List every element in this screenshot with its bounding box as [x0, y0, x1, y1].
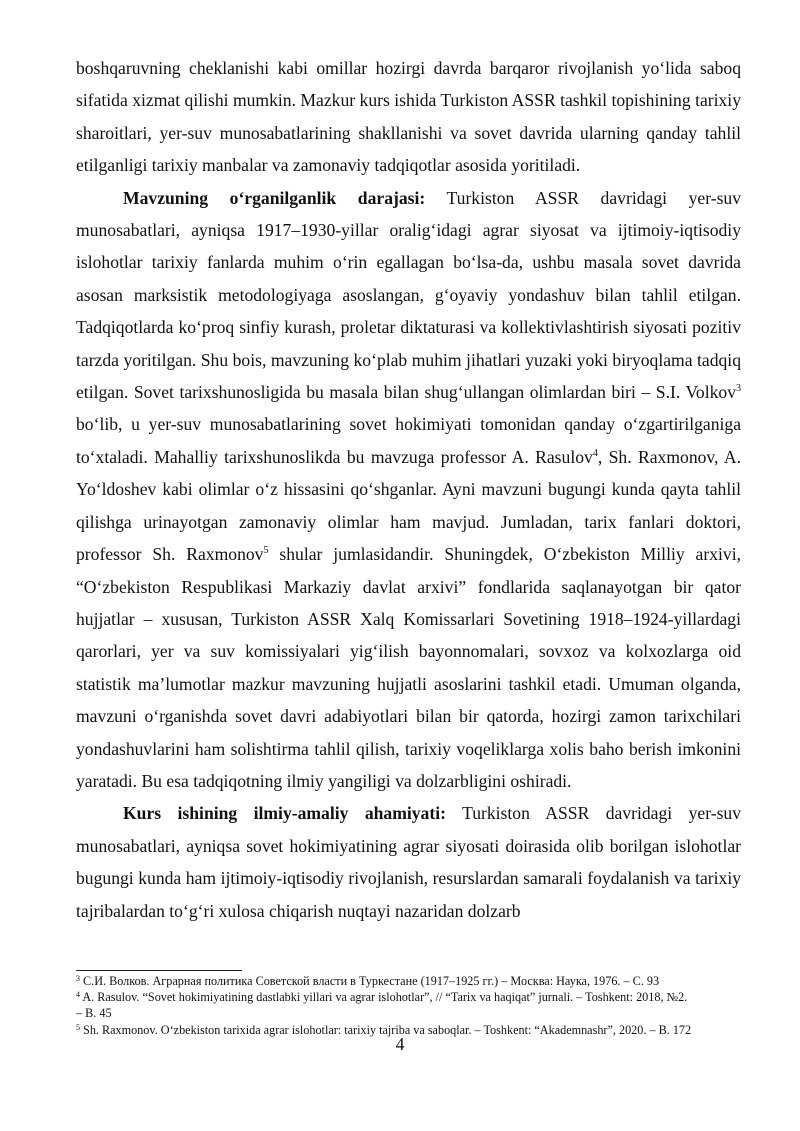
paragraph-text: bo‘lib, u yer-suv munosabatlarining sovet hokimiyati tomonidan qanday o‘zgartirilganiga to‘xtaladi. Mahalliy tarixshunoslikda bu mavzuga professor A. Rasulov [76, 414, 741, 467]
footnote-number: 3 [76, 974, 80, 983]
footnote-number: 4 [76, 990, 80, 1000]
paragraph-heading: Kurs ishining ilmiy-amaliy ahamiyati: [123, 803, 446, 824]
footnote-text: – B. 45 [76, 1006, 112, 1021]
footnote-text: С.И. Волков. Аграрная политика Советской власти в Туркестане (1917–1925 гг.) – Москва: Наука, 1976. – С. 93 [80, 974, 660, 988]
footnote-text: Sh. Raxmonov. O‘zbekiston tarixida agrar islohotlar: tarixiy tajriba va saboqlar. – Toshkent: “Akademnashr”, 2020. – B. 172 [80, 1022, 692, 1037]
page-number: 4 [395, 1034, 405, 1054]
footnotes [76, 973, 744, 1038]
footnote-ref-4[interactable]: 4 [592, 447, 598, 459]
footnote-text: A. Rasulov. “Sovet hokimiyatining dastlabki yillari va agrar islohotlar”, // “Tarix va haqiqat” jurnali. – Toshkent: 2018, №2. [80, 990, 688, 1005]
footnote-separator [76, 970, 242, 971]
body-text [76, 52, 741, 927]
paragraph-text: boshqaruvning cheklanishi kabi omillar hozirgi davrda barqaror rivojlanish yo‘lida saboq sifatida xizmat qilishi mumkin. Mazkur kurs ishida Turkiston ASSR tashkil topishining tarixiy sharoitlari, yer-suv munosabatlarining shakllanishi va sovet davrida ularning qanday tahlil etilganligi tarixiy manbalar va zamonaviy tadqiqotlar asosida yoritiladi. [76, 58, 741, 176]
footnote-4-continued [76, 1005, 744, 1021]
paragraph-heading: Mavzuning o‘rganilganlik darajasi: [123, 187, 426, 208]
paragraph-text: shular jumlasidandir. Shuningdek, O‘zbekiston Milliy arxivi, “O‘zbekiston Respublikasi Markaziy davlat arxivi” fondlarida saqlanayotgan bir qator hujjatlar – xususan, Turkiston ASSR Xalq Komissarlari Sovetining 1918–1924-yillardagi qarorlari, yer va suv komissiyalari yig‘ilish bayonnomalari, sovxoz va kolxozlarga oid statistik ma’lumotlar mazkur mavzuning hujjatli asoslarini tashkil etadi. Umuman olganda, mavzuni o‘rganishda sovet davri adabiyotlari bilan bir qatorda, hozirgi zamon tarixchilari yondashuvlarini ham solishtirma tahlil qilish, tarixiy voqeliklarga xolis baho berish imkonini yaratadi. Bu esa tadqiqotning ilmiy yangiligi va dolzarbligini oshiradi. [76, 544, 741, 791]
paragraph-text: , Sh. Raxmonov, A. Yo‘ldoshev kabi olimlar o‘z hissasini qo‘shganlar. Ayni mavzuni bugungi kunda qayta tahlil qilishga urinayotgan zamonaviy olimlar ham mavjud. Jumladan, tarix fanlari doktori, professor Sh. Raxmonov [76, 446, 741, 565]
footnote-3 [76, 973, 744, 989]
footnote-ref-5[interactable]: 5 [263, 545, 269, 557]
paragraph-intro [76, 52, 741, 182]
footnote-ref-3[interactable]: 3 [736, 383, 741, 395]
footnote-4 [76, 989, 744, 1005]
paragraph-significance [76, 797, 741, 927]
paragraph-study-level [76, 182, 741, 798]
paragraph-text: Turkiston ASSR davridagi yer-suv munosabatlari, ayniqsa 1917–1930-yillar oralig‘idagi agrar siyosat va ijtimoiy-iqtisodiy islohotlar tarixiy fanlarda muhim o‘rin egallagan bo‘lsa-da, ushbu masala sovet davrida asosan marksistik metodologiyaga asoslangan, g‘oyaviy yondashuv bilan tahlil etilgan. Tadqiqotlarda ko‘proq sinfiy kurash, proletar diktaturasi va kollektivlashtirish siyosati pozitiv tarzda yoritilgan. Shu bois, mavzuning ko‘plab muhim jihatlari yuzaki yoki biryoqlama tadqiq etilgan. Sovet tarixshunosligida bu masala bilan shug‘ullangan olimlardan biri – S.I. Volkov [76, 187, 742, 403]
paragraph-text: Turkiston ASSR davridagi yer-suv munosabatlari, ayniqsa sovet hokimiyatining agrar siyosati doirasida olib borilgan islohotlar bugungi kunda ham ijtimoiy-iqtisodiy rivojlanish, resurslardan samarali foydalanish va tarixiy tajribalardan to‘g‘ri xulosa chiqarish nuqtayi nazaridan dolzarb [76, 803, 742, 921]
footnote-number: 5 [76, 1022, 80, 1032]
